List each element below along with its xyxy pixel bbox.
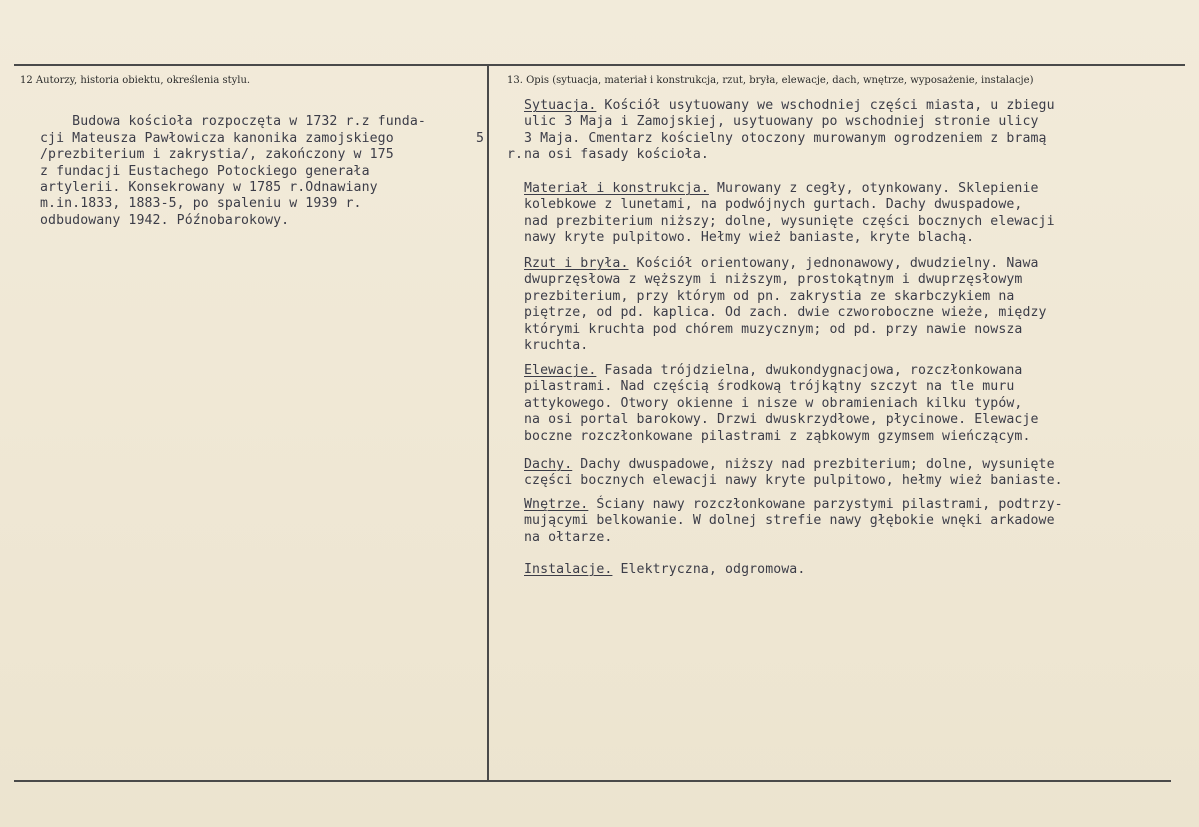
section-instalacje — [524, 562, 805, 578]
section-wnetrze — [524, 497, 1063, 546]
section-text: Elektryczna, odgromowa. — [612, 562, 806, 577]
bottom-rule — [14, 780, 1171, 782]
section-heading-dachy: Dachy. — [524, 457, 573, 472]
section-line: na osi fasady kościoła. — [524, 147, 709, 163]
section-line: którymi kruchta pod chórem muzycznym; od pd. przy nawie nowsza — [524, 321, 1023, 337]
history-line: z fundacji Eustachego Potockiego generała — [40, 163, 370, 179]
column-divider — [487, 66, 489, 782]
field-13-label: 13. Opis (sytuacja, materiał i konstrukcja, rzut, bryła, elewacje, dach, wnętrze, wyposażenie, instalacje) — [507, 75, 1034, 86]
section-line: 3 Maja. Cmentarz kościelny otoczony murowanym ogrodzeniem z bramą — [524, 130, 1047, 146]
history-line: odbudowany 1942. Późnobarokowy. — [40, 212, 290, 228]
section-line: kolebkowe z lunetami, na podwójnych gurtach. Dachy dwuspadowe, — [524, 197, 1023, 213]
section-line: pilastrami. Nad częścią środkową trójkątny szczyt na tle muru — [524, 379, 1015, 395]
section-line: ulic 3 Maja i Zamojskiej, usytuowany po wschodniej stronie ulicy — [524, 114, 1039, 130]
section-heading-sytuacja: Sytuacja. — [524, 98, 597, 113]
section-heading-material: Materiał i konstrukcja. — [524, 181, 709, 196]
section-line: nawy kryte pulpitowo. Hełmy wież baniaste, kryte blachą. — [524, 230, 975, 246]
section-text: Murowany z cegły, otynkowany. Sklepienie — [708, 181, 1039, 196]
section-elewacje — [524, 363, 1039, 445]
section-text: Kościół usytuowany we wschodniej części miasta, u zbiegu — [596, 98, 1055, 113]
section-dachy — [524, 457, 1063, 490]
section-sytuacja — [524, 98, 1055, 164]
section-material — [524, 181, 1055, 247]
history-line: /prezbiterium i zakrystia/, zakończony w 175 — [40, 147, 394, 163]
sytuacja-line-prefix: r. — [507, 147, 523, 162]
section-line: mującymi belkowanie. W dolnej strefie nawy głębokie wnęki arkadowe — [524, 513, 1055, 529]
history-line: artylerii. Konsekrowany w 1785 r.Odnawiany — [40, 180, 378, 196]
section-line: na ołtarze. — [524, 529, 613, 545]
section-line: na osi portal barokowy. Drzwi dwuskrzydłowe, płycinowe. Elewacje — [524, 412, 1039, 428]
history-line: Budowa kościoła rozpoczęta w 1732 r.z funda- — [72, 114, 426, 130]
section-line: attykowego. Otwory okienne i nisze w obramieniach kilku typów, — [524, 395, 1023, 411]
section-line: nad prezbiterium niższy; dolne, wysunięte części bocznych elewacji — [524, 213, 1055, 229]
section-line: prezbiterium, przy którym od pn. zakrystia ze skarbczykiem na — [524, 288, 1015, 304]
section-text: Ściany nawy rozczłonkowane parzystymi pilastrami, podtrzy- — [588, 497, 1063, 512]
field-12-label: 12 Autorzy, historia obiektu, określenia stylu. — [20, 75, 251, 86]
section-line: piętrze, od pd. kaplica. Od zach. dwie czworoboczne wieże, między — [524, 305, 1047, 321]
history-line: m.in.1833, 1883-5, po spaleniu w 1939 r. — [40, 196, 362, 212]
section-line: dwuprzęsłowa z węższym i niższym, prostokątnym i dwuprzęsłowym — [524, 272, 1023, 288]
section-line: boczne rozczłonkowane pilastrami z ząbkowym gzymsem wieńczącym. — [524, 428, 1031, 444]
section-heading-wnetrze: Wnętrze. — [524, 497, 589, 512]
section-heading-instalacje: Instalacje. — [524, 562, 613, 577]
history-line: cji Mateusza Pawłowicza kanonika zamojskiego — [40, 130, 394, 146]
section-line: części bocznych elewacji nawy kryte pulpitowo, hełmy wież baniaste. — [524, 473, 1063, 489]
history-overflow-digit: 5 — [476, 131, 484, 146]
section-line: kruchta. — [524, 338, 589, 354]
section-heading-elewacje: Elewacje. — [524, 363, 597, 378]
top-rule — [14, 64, 1185, 66]
history-text — [40, 98, 426, 229]
section-text: Fasada trójdzielna, dwukondygnacjowa, rozczłonkowana — [596, 363, 1023, 378]
section-text: Kościół orientowany, jednonawowy, dwudzielny. Nawa — [628, 256, 1039, 271]
section-rzut — [524, 256, 1047, 354]
section-text: Dachy dwuspadowe, niższy nad prezbiterium; dolne, wysunięte — [572, 457, 1055, 472]
section-heading-rzut: Rzut i bryła. — [524, 256, 629, 271]
